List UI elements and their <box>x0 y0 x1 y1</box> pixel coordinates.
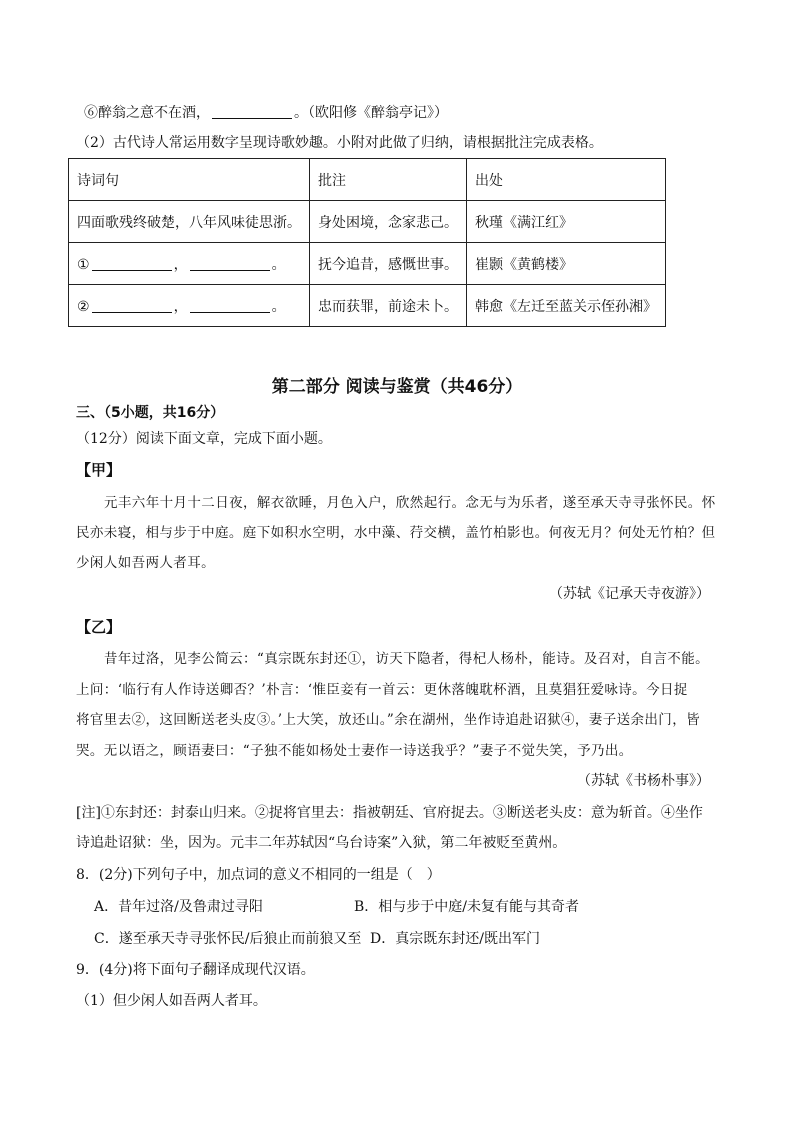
passage-yi-line: 昔年过洛，见李公简云：“真宗既东封还①，访天下隐者，得杞人杨朴，能诗。及召对，自言不能。 <box>104 651 709 667</box>
source-cell: 崔颢《黄鹤楼》 <box>467 243 666 285</box>
answer-blank[interactable] <box>92 299 172 313</box>
passage-jia-source: （苏轼《记承天寺夜游》） <box>549 586 710 602</box>
period: 。 <box>271 298 286 315</box>
question-8-stem: 8．(2分)下列句子中，加点词的意义不相同的一组是（ ） <box>76 867 441 883</box>
answer-blank[interactable] <box>212 105 292 119</box>
annotation-table <box>68 158 666 327</box>
question-8-option-b[interactable]: B．相与步于中庭/未复有能与其奇者 <box>354 899 580 915</box>
passage-yi-line: 哭。无以语之，顾语妻曰：“子独不能如杨处士妻作一诗送我乎？”妻子不觉失笑，予乃出。 <box>76 743 633 759</box>
fill-item-6-prefix: ⑥醉翁之意不在酒， <box>84 105 210 121</box>
question-8-option-a[interactable]: A．昔年过洛/及鲁肃过寻阳 <box>94 899 263 915</box>
table-row <box>69 285 666 327</box>
question-2-intro: （2）古代诗人常运用数字呈现诗歌妙趣。小附对此做了归纳，请根据批注完成表格。 <box>76 135 603 151</box>
table-row <box>69 243 666 285</box>
fill-item-6 <box>84 104 448 122</box>
passage-jia-line: 民亦未寝，相与步于中庭。庭下如积水空明，水中藻、荇交横，盖竹柏影也。何夜无月？何处无竹柏？但 <box>76 525 716 541</box>
table-row <box>69 201 666 243</box>
footnote-line: [注]①东封还：封泰山归来。②捉将官里去：指被朝廷、官府捉去。③断送老头皮：意为斩首。④坐作 <box>76 805 703 821</box>
fill-item-6-suffix: 。（欧阳修《醉翁亭记》） <box>294 105 448 121</box>
passage-jia-line: 元丰六年十月十二日夜，解衣欲睡，月色入户，欣然起行。念无与为乐者，遂至承天寺寻张怀民。怀 <box>104 495 716 511</box>
item-number: ② <box>77 298 90 315</box>
passage-yi-line: 将官里去②，这回断送老头皮③。’上大笑，放还山。”余在湖州，坐作诗追赴诏狱④，妻子送余出门，皆 <box>76 712 700 728</box>
table-header-cell: 批注 <box>310 159 467 201</box>
answer-blank[interactable] <box>190 257 270 271</box>
note-cell: 抚今追昔，感慨世事。 <box>310 243 467 285</box>
section-3-intro: （12分）阅读下面文章，完成下面小题。 <box>76 431 332 447</box>
passage-yi-source: （苏轼《书杨朴事》） <box>577 773 710 789</box>
note-cell: 忠而获罪，前途未卜。 <box>310 285 467 327</box>
period: 。 <box>271 256 286 273</box>
part-2-title: 第二部分 阅读与鉴赏（共46分） <box>271 377 523 397</box>
note-cell: 身处困境，念家悲己。 <box>310 201 467 243</box>
poem-line-cell <box>69 243 310 285</box>
comma: ， <box>173 298 188 315</box>
answer-blank[interactable] <box>92 257 172 271</box>
table-header-cell: 出处 <box>467 159 666 201</box>
passage-yi-label: 【乙】 <box>76 618 122 636</box>
source-cell: 韩愈《左迁至蓝关示侄孙湘》 <box>467 285 666 327</box>
source-cell: 秋瑾《满江红》 <box>467 201 666 243</box>
table-header-row <box>69 159 666 201</box>
poem-line-cell <box>69 285 310 327</box>
section-3-heading: 三、（5小题，共16分） <box>76 405 225 421</box>
passage-yi-line: 上问：‘临行有人作诗送卿否？’朴言：‘惟臣妾有一首云：更休落魄耽杯酒，且莫猖狂爱咏诗。今日捉 <box>76 682 688 698</box>
question-8-option-d[interactable]: D．真宗既东封还/既出军门 <box>370 931 540 947</box>
question-8-option-c[interactable]: C．遂至承天寺寻张怀民/后狼止而前狼又至 <box>94 931 362 947</box>
passage-jia-label: 【甲】 <box>76 461 122 479</box>
table-header-cell: 诗词句 <box>69 159 310 201</box>
answer-blank[interactable] <box>190 299 270 313</box>
passage-jia-line: 少闲人如吾两人者耳。 <box>76 555 215 571</box>
footnote-line: 诗追赴诏狱：坐，因为。元丰二年苏轼因“乌台诗案”入狱，第二年被贬至黄州。 <box>76 835 567 851</box>
comma: ， <box>173 256 188 273</box>
question-9-sub-1: （1）但少闲人如吾两人者耳。 <box>76 993 267 1009</box>
poem-line-cell: 四面歌残终破楚，八年风味徒思浙。 <box>69 201 310 243</box>
item-number: ① <box>77 256 90 273</box>
question-9-stem: 9．(4分)将下面句子翻译成现代汉语。 <box>76 962 315 978</box>
